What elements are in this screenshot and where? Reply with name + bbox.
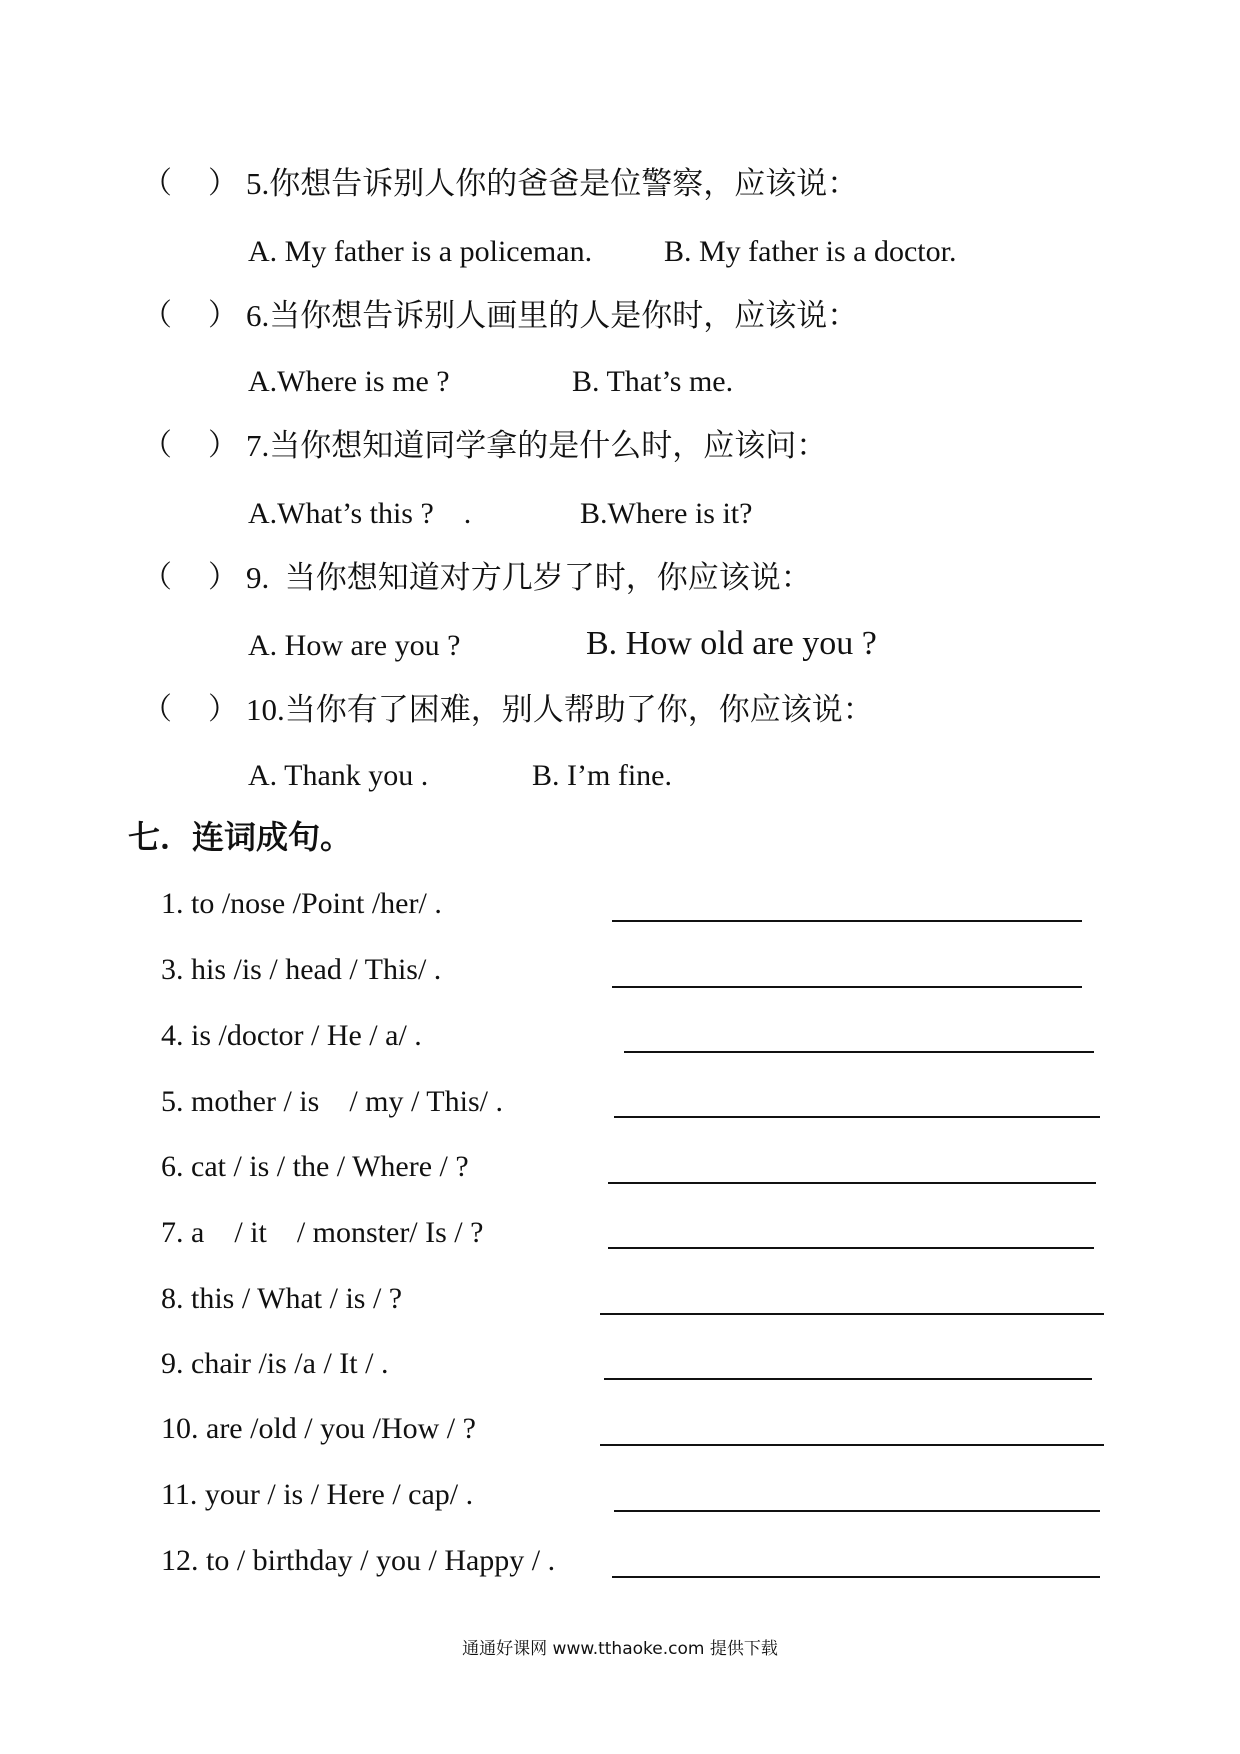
sentence-item: 10. are /old / you /How / ? — [161, 1412, 476, 1445]
sentence-item: 5. mother / is / my / This/ . — [161, 1085, 503, 1118]
answer-paren-open: （ — [142, 167, 172, 200]
answer-blank[interactable] — [614, 1116, 1100, 1118]
answer-blank[interactable] — [604, 1378, 1092, 1380]
option-a: A. My father is a policeman. — [248, 235, 593, 268]
answer-blank[interactable] — [624, 1051, 1094, 1053]
answer-paren-open: （ — [142, 561, 172, 594]
question-prompt: 10.当你有了困难，别人帮助了你，你应该说： — [246, 692, 874, 727]
question-prompt: 9. 当你想知道对方几岁了时，你应该说： — [246, 560, 812, 595]
option-b: B. I’m fine. — [532, 759, 672, 792]
question-prompt: 6.当你想告诉别人画里的人是你时，应该说： — [246, 298, 859, 333]
answer-paren-close: ） — [208, 693, 238, 726]
answer-paren-open: （ — [142, 429, 172, 462]
answer-blank[interactable] — [608, 1247, 1094, 1249]
answer-blank[interactable] — [600, 1313, 1104, 1315]
option-a: A. How are you ? — [248, 629, 461, 662]
option-b: B.Where is it? — [580, 497, 753, 530]
sentence-item: 6. cat / is / the / Where / ? — [161, 1150, 469, 1183]
answer-paren-open: （ — [142, 693, 172, 726]
sentence-item: 7. a / it / monster/ Is / ? — [161, 1216, 484, 1249]
answer-paren-close: ） — [208, 299, 238, 332]
answer-blank[interactable] — [608, 1182, 1096, 1184]
sentence-item: 9. chair /is /a / It / . — [161, 1347, 389, 1380]
option-b: B. My father is a doctor. — [664, 235, 957, 268]
section-title: 七．连词成句。 — [128, 818, 353, 856]
answer-blank[interactable] — [600, 1444, 1104, 1446]
sentence-item: 3. his /is / head / This/ . — [161, 953, 442, 986]
option-a: A.Where is me ? — [248, 365, 450, 398]
question-prompt: 7.当你想知道同学拿的是什么时，应该问： — [246, 428, 828, 463]
option-a: A.What’s this ? . — [248, 497, 472, 530]
answer-blank[interactable] — [612, 920, 1082, 922]
answer-blank[interactable] — [612, 1576, 1100, 1578]
sentence-item: 11. your / is / Here / cap/ . — [161, 1478, 474, 1511]
answer-blank[interactable] — [614, 1510, 1100, 1512]
option-a: A. Thank you . — [248, 759, 429, 792]
answer-paren-open: （ — [142, 299, 172, 332]
option-b: B. That’s me. — [572, 365, 734, 398]
option-b: B. How old are you ? — [586, 625, 877, 662]
answer-paren-close: ） — [208, 561, 238, 594]
footer-credit: 通通好课网 www.tthaoke.com 提供下载 — [462, 1639, 778, 1659]
answer-blank[interactable] — [612, 986, 1082, 988]
sentence-item: 8. this / What / is / ? — [161, 1282, 403, 1315]
answer-paren-close: ） — [208, 167, 238, 200]
sentence-item: 1. to /nose /Point /her/ . — [161, 887, 442, 920]
sentence-item: 4. is /doctor / He / a/ . — [161, 1019, 422, 1052]
question-prompt: 5.你想告诉别人你的爸爸是位警察，应该说： — [246, 166, 859, 201]
answer-paren-close: ） — [208, 429, 238, 462]
sentence-item: 12. to / birthday / you / Happy / . — [161, 1544, 556, 1577]
